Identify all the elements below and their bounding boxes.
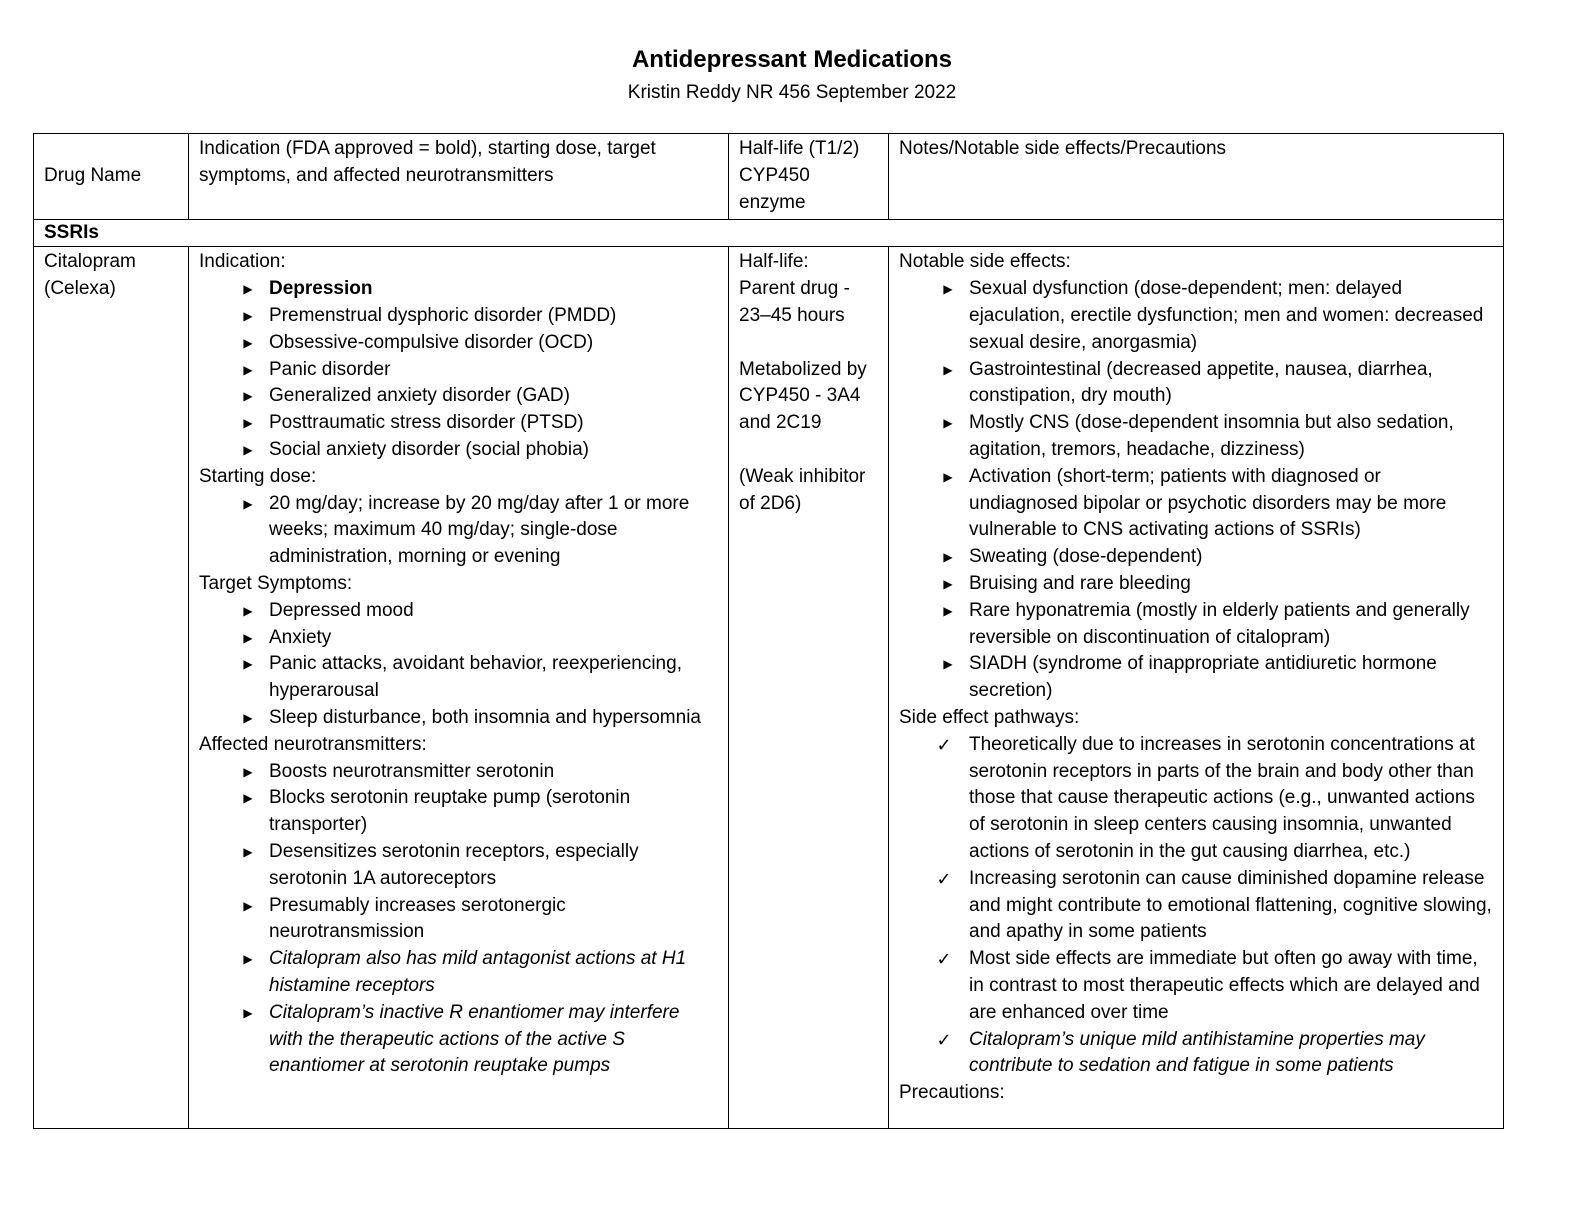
arrowhead-bullet-icon: ▶ — [943, 576, 953, 591]
weak-inhibitor: (Weak inhibitor of 2D6) — [739, 465, 866, 514]
checkmark-bullet-icon: ✓ — [936, 1029, 952, 1050]
arrowhead-bullet-icon: ▶ — [943, 657, 953, 672]
side-effects-list — [899, 276, 1493, 705]
arrowhead-bullet-icon: ▶ — [943, 550, 953, 565]
arrowhead-bullet-icon: ▶ — [243, 496, 253, 511]
header-half-life — [729, 134, 889, 220]
document-title: Antidepressant Medications — [631, 46, 953, 73]
arrowhead-bullet-icon: ▶ — [243, 282, 253, 297]
list-item: ▶ Bruising and rare bleeding — [969, 571, 1493, 598]
list-item: ▶ Panic disorder — [269, 357, 718, 384]
arrowhead-bullet-icon: ▶ — [243, 898, 253, 913]
list-item: ▶ Sweating (dose-dependent) — [969, 544, 1493, 571]
spacer — [739, 330, 878, 357]
header-indication: Indication (FDA approved = bold), starting dose, target symptoms, and affected neurotransmitters — [189, 134, 729, 220]
half-life-label: Half-life: — [739, 251, 809, 273]
checkmark-bullet-icon: ✓ — [936, 949, 952, 970]
arrowhead-bullet-icon: ▶ — [943, 282, 953, 297]
table-header-row — [34, 134, 1504, 220]
arrowhead-bullet-icon: ▶ — [943, 469, 953, 484]
medication-table — [33, 133, 1504, 1129]
arrowhead-bullet-icon: ▶ — [243, 416, 253, 431]
table-row — [34, 247, 1504, 1129]
list-item: ▶ Posttraumatic stress disorder (PTSD) — [269, 410, 718, 437]
arrowhead-bullet-icon: ▶ — [943, 362, 953, 377]
list-item: ✓ Citalopram’s unique mild antihistamine properties may contribute to sedation and fatigue in some patients — [936, 1028, 1425, 1077]
list-item: ✓ Theoretically due to increases in serotonin concentrations at serotonin receptors in parts of the brain and body other than those that cause therapeutic actions (e.g., unwanted actions of serotonin in sleep centers causing insomnia, unwanted actions of serotonin in the gut causing diarrhea, etc.) — [936, 733, 1475, 862]
list-item: ▶ 20 mg/day; increase by 20 mg/day after 1 or more weeks; maximum 40 mg/day; single-dose administration, morning or evening — [269, 491, 718, 571]
arrowhead-bullet-icon: ▶ — [243, 952, 253, 967]
list-item: ▶ Mostly CNS (dose-dependent insomnia but also sedation, agitation, tremors, headache, dizziness) — [969, 410, 1493, 464]
section-label: SSRIs — [34, 220, 1504, 247]
list-item: ▶ Depressed mood — [269, 598, 718, 625]
section-row — [34, 220, 1504, 247]
arrowhead-bullet-icon: ▶ — [243, 442, 253, 457]
checkmark-bullet-icon: ✓ — [936, 734, 952, 755]
arrowhead-bullet-icon: ▶ — [943, 416, 953, 431]
side-effect-pathways-list — [899, 732, 1493, 1080]
target-symptoms-list — [199, 598, 718, 732]
spacer — [739, 437, 878, 464]
list-item: ▶ Generalized anxiety disorder (GAD) — [269, 383, 718, 410]
notes-cell — [889, 247, 1504, 1129]
arrowhead-bullet-icon: ▶ — [243, 603, 253, 618]
list-item: ▶ Obsessive-compulsive disorder (OCD) — [269, 330, 718, 357]
checkmark-bullet-icon: ✓ — [936, 868, 952, 889]
side-effects-label: Notable side effects: — [899, 251, 1071, 273]
list-item: ▶ Citalopram’s inactive R enantiomer may interfere with the therapeutic actions of the active S enantiomer at serotonin reuptake pumps — [269, 1000, 718, 1080]
list-item: ▶ Citalopram also has mild antagonist actions at H1 histamine receptors — [269, 946, 718, 1000]
list-item: ▶ Anxiety — [269, 625, 718, 652]
list-item: ▶ Presumably increases serotonergic neurotransmission — [269, 893, 718, 947]
document-subtitle: Kristin Reddy NR 456 September 2022 — [627, 82, 957, 103]
arrowhead-bullet-icon: ▶ — [243, 710, 253, 725]
list-item: ▶ Activation (short-term; patients with diagnosed or undiagnosed bipolar or psychotic disorders may be more vulnerable to CNS activating actions of SSRIs) — [969, 464, 1493, 544]
drug-name: Citalopram — [44, 251, 136, 273]
starting-dose-label: Starting dose: — [199, 465, 317, 487]
arrowhead-bullet-icon: ▶ — [243, 630, 253, 645]
drug-brand-name: (Celexa) — [44, 278, 116, 300]
list-item: ▶ Depression — [269, 276, 718, 303]
header-notes: Notes/Notable side effects/Precautions — [889, 134, 1504, 220]
header-half-life-line3: enzyme — [739, 191, 806, 213]
starting-dose-list — [199, 491, 718, 571]
header-drug-name: Drug Name — [34, 134, 189, 220]
neurotransmitters-list — [199, 759, 718, 1081]
metabolized-by: Metabolized by CYP450 - 3A4 and 2C19 — [739, 358, 867, 434]
list-item: ▶ Panic attacks, avoidant behavior, reexperiencing, hyperarousal — [269, 651, 718, 705]
target-symptoms-label: Target Symptoms: — [199, 572, 353, 594]
list-item: ▶ Sleep disturbance, both insomnia and hypersomnia — [269, 705, 718, 732]
list-item: ▶ Rare hyponatremia (mostly in elderly patients and generally reversible on discontinuation of citalopram) — [969, 598, 1493, 652]
list-item: ▶ Blocks serotonin reuptake pump (serotonin transporter) — [269, 785, 718, 839]
list-item: ▶ SIADH (syndrome of inappropriate antidiuretic hormone secretion) — [969, 651, 1493, 705]
header-half-life-line1: Half-life (T1/2) — [739, 138, 860, 159]
parent-drug-half-life: Parent drug - 23–45 hours — [739, 278, 850, 326]
arrowhead-bullet-icon: ▶ — [243, 764, 253, 779]
arrowhead-bullet-icon: ▶ — [243, 389, 253, 404]
arrowhead-bullet-icon: ▶ — [243, 308, 253, 323]
drug-name-cell — [34, 247, 189, 1129]
arrowhead-bullet-icon: ▶ — [943, 603, 953, 618]
list-item: ▶ Premenstrual dysphoric disorder (PMDD) — [269, 303, 718, 330]
list-item: ✓ Increasing serotonin can cause diminished dopamine release and might contribute to emotional flattening, cognitive slowing, and apathy in some patients — [936, 867, 1492, 943]
arrowhead-bullet-icon: ▶ — [243, 1005, 253, 1020]
header-half-life-line2: CYP450 — [739, 164, 810, 186]
list-item: ▶ Sexual dysfunction (dose-dependent; men: delayed ejaculation, erectile dysfunction; men and women: decreased sexual desire, anorgasmia) — [969, 276, 1493, 356]
arrowhead-bullet-icon: ▶ — [243, 791, 253, 806]
indication-cell — [189, 247, 729, 1129]
list-item: ▶ Social anxiety disorder (social phobia) — [269, 437, 718, 464]
list-item: ✓ Most side effects are immediate but often go away with time, in contrast to most therapeutic effects which are delayed and are enhanced over time — [936, 948, 1480, 1023]
indication-list — [199, 276, 718, 464]
list-item: ▶ Gastrointestinal (decreased appetite, nausea, diarrhea, constipation, dry mouth) — [969, 357, 1493, 411]
neurotransmitters-label: Affected neurotransmitters: — [199, 733, 427, 755]
arrowhead-bullet-icon: ▶ — [243, 335, 253, 350]
arrowhead-bullet-icon: ▶ — [243, 844, 253, 859]
side-effect-pathways-label: Side effect pathways: — [899, 706, 1080, 728]
precautions-label: Precautions: — [899, 1082, 1005, 1104]
half-life-cell — [729, 247, 889, 1129]
list-item: ▶ Desensitizes serotonin receptors, especially serotonin 1A autoreceptors — [269, 839, 718, 893]
arrowhead-bullet-icon: ▶ — [243, 657, 253, 672]
list-item: ▶ Boosts neurotransmitter serotonin — [269, 759, 718, 786]
arrowhead-bullet-icon: ▶ — [243, 362, 253, 377]
indication-label: Indication: — [199, 251, 286, 273]
